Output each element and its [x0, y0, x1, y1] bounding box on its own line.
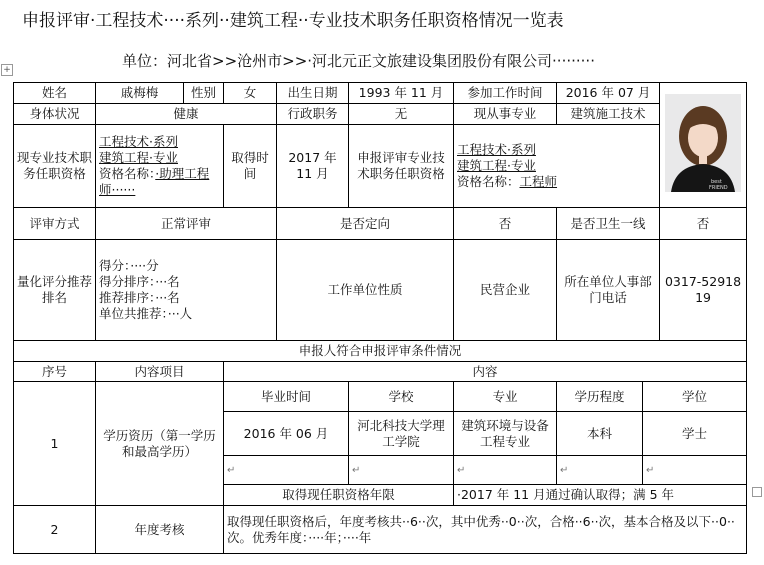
col-item-header: 内容项目	[96, 362, 224, 382]
edu-empty-cell[interactable]: ↵	[349, 456, 454, 485]
ranking-values[interactable]	[96, 240, 277, 341]
apply-qual-prefix: 资格名称：	[457, 174, 520, 189]
score-rank-line: 得分排序：···名	[99, 274, 180, 289]
svg-text:best: best	[711, 179, 722, 185]
gender-label: 性别	[184, 83, 224, 104]
edu-header-degree: 学位	[643, 382, 747, 412]
directed-value[interactable]: 否	[454, 208, 557, 240]
major-value[interactable]: 建筑施工技术	[557, 104, 660, 125]
annual-row-no: 2	[14, 506, 96, 554]
gender-value[interactable]: 女	[224, 83, 277, 104]
apply-qualification	[457, 174, 656, 190]
admin-value[interactable]: 无	[349, 104, 454, 125]
health-label: 身体状况	[14, 104, 96, 125]
work-unit-nature-label: 工作单位性质	[277, 240, 454, 341]
document-title: 申报评审·工程技术····系列··建筑工程··专业技术职务任职资格情况一览表	[22, 11, 564, 31]
edu-grad-time[interactable]: 2016 年 06 月	[224, 412, 349, 456]
score-line: 得分：····分	[99, 258, 159, 273]
current-specialty: 建筑工程·专业	[99, 150, 178, 165]
birth-value[interactable]: 1993 年 11 月	[349, 83, 454, 104]
photo-cell	[660, 83, 747, 208]
svg-text:FRIEND: FRIEND	[709, 185, 728, 191]
work-start-value[interactable]: 2016 年 07 月	[557, 83, 660, 104]
current-qual-prefix: 资格名称：	[99, 166, 156, 181]
directed-label: 是否定向	[277, 208, 454, 240]
health-value[interactable]: 健康	[96, 104, 277, 125]
edu-item: 学历资历（第一学历和最高学历）	[96, 382, 224, 506]
admin-label: 行政职务	[277, 104, 349, 125]
health-line-value[interactable]: 否	[660, 208, 747, 240]
edu-empty-cell[interactable]: ↵	[454, 456, 557, 485]
conditions-section-title: 申报人符合申报评审条件情况	[14, 341, 747, 362]
hr-phone-value[interactable]: 0317-5291819	[660, 240, 747, 341]
work-start-label: 参加工作时间	[454, 83, 557, 104]
recommend-rank-line: 推荐排序：···名	[99, 290, 180, 305]
col-content-header: 内容	[224, 362, 747, 382]
apply-qual-name: 工程师	[519, 174, 558, 189]
annual-item: 年度考核	[96, 506, 224, 554]
edu-degree[interactable]: 学士	[643, 412, 747, 456]
edu-header-major: 专业	[454, 382, 557, 412]
edu-major[interactable]: 建筑环境与设备工程专业	[454, 412, 557, 456]
review-method-value[interactable]: 正常评审	[96, 208, 277, 240]
edu-empty-cell[interactable]: ↵	[224, 456, 349, 485]
qualification-table	[13, 82, 747, 554]
work-unit-nature-value[interactable]: 民营企业	[454, 240, 557, 341]
obtain-time-value[interactable]: 2017 年 11 月	[277, 125, 349, 208]
col-no-header: 序号	[14, 362, 96, 382]
edu-level[interactable]: 本科	[557, 412, 643, 456]
applicant-photo	[665, 94, 741, 192]
hr-phone-label: 所在单位人事部门电话	[557, 240, 660, 341]
unit-recommend-line: 单位共推荐：···人	[99, 306, 193, 321]
health-line-label: 是否卫生一线	[557, 208, 660, 240]
ranking-label: 量化评分推荐排名	[14, 240, 96, 341]
current-qualification	[99, 166, 220, 198]
current-title-value[interactable]	[96, 125, 224, 208]
apply-title-value[interactable]	[454, 125, 660, 208]
apply-title-label: 申报评审专业技术职务任职资格	[349, 125, 454, 208]
apply-series: 工程技术·系列	[457, 142, 536, 157]
edu-row-no: 1	[14, 382, 96, 506]
apply-specialty: 建筑工程·专业	[457, 158, 536, 173]
edu-empty-cell[interactable]: ↵	[557, 456, 643, 485]
edu-header-grad-time: 毕业时间	[224, 382, 349, 412]
review-method-label: 评审方式	[14, 208, 96, 240]
major-label: 现从事专业	[454, 104, 557, 125]
obtain-time-label: 取得时间	[224, 125, 277, 208]
annual-text[interactable]: 取得现任职资格后，年度考核共··6··次，其中优秀··0··次，合格··6··次，基本合格及以下··0··次。优秀年度：····年；····年	[224, 506, 747, 554]
table-resize-handle-icon[interactable]	[752, 487, 762, 497]
edu-header-level: 学历程度	[557, 382, 643, 412]
edu-empty-cell[interactable]: ↵	[643, 456, 747, 485]
years-value[interactable]: ·2017 年 11 月通过确认取得；满 5 年	[454, 485, 747, 506]
edu-header-school: 学校	[349, 382, 454, 412]
years-label: 取得现任职资格年限	[224, 485, 454, 506]
table-move-handle-icon[interactable]: +	[1, 64, 13, 76]
current-qual-name: ·助理工程师······	[99, 166, 210, 197]
birth-label: 出生日期	[277, 83, 349, 104]
current-series: 工程技术·系列	[99, 134, 178, 149]
name-value[interactable]: 戚梅梅	[96, 83, 184, 104]
name-label: 姓名	[14, 83, 96, 104]
unit-line: 单位：河北省>>沧州市>>·河北元正文旅建设集团股份有限公司·········	[122, 52, 595, 70]
current-title-label: 现专业技术职务任职资格	[14, 125, 96, 208]
edu-school[interactable]: 河北科技大学理工学院	[349, 412, 454, 456]
